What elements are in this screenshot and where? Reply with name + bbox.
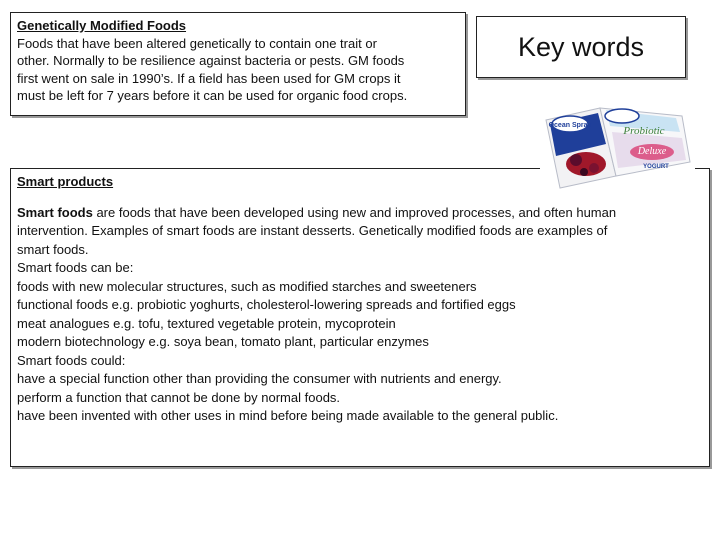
smart-line: Smart foods could: — [17, 352, 126, 368]
smart-products-box — [10, 168, 710, 467]
smart-line: intervention. Examples of smart foods are instant desserts. Genetically modified foods are examples of — [17, 223, 608, 238]
smart-line: foods with new molecular structures, such as modified starches and sweeteners — [17, 278, 477, 294]
deluxe-label-text: Deluxe — [637, 146, 667, 157]
smart-line: smart foods. — [17, 241, 89, 257]
smart-line: modern biotechnology e.g. soya bean, tomato plant, particular enzymes — [17, 334, 429, 349]
probiotic-label-text: Probiotic — [623, 125, 665, 137]
gm-foods-box — [10, 12, 466, 116]
brand-logo-text: Ocean Spray — [548, 122, 592, 129]
yogurt-label-text: YOGURT — [643, 164, 669, 170]
gm-foods-line: Foods that have been altered genetically to contain one trait or — [17, 35, 377, 51]
smart-foods-term: Smart foods — [17, 204, 93, 220]
smart-line: have been invented with other uses in mind before being made available to the general public. — [17, 408, 559, 423]
smart-line: meat analogues e.g. tofu, textured vegetable protein, mycoprotein — [17, 315, 396, 331]
smart-intro-text: are foods that have been developed using new and improved processes, and often human — [92, 204, 617, 220]
gm-foods-line: other. Normally to be resilience against bacteria or pests. GM foods — [17, 53, 405, 68]
smart-products-title: Smart products — [17, 174, 114, 189]
smart-intro-line — [17, 204, 703, 223]
gm-foods-line: must be left for 7 years before it can be used for organic food crops. — [17, 88, 408, 103]
gm-foods-line: first went on sale in 1990’s. If a field has been used for GM crops it — [17, 70, 401, 86]
key-words-label: Key words — [517, 31, 645, 62]
smart-line: functional foods e.g. probiotic yoghurts, cholesterol-lowering spreads and fortified eggs — [17, 297, 516, 312]
smart-line: Smart foods can be: — [17, 260, 134, 275]
smart-line: perform a function that cannot be done by normal foods. — [17, 389, 341, 405]
key-words-box — [476, 16, 686, 78]
smart-line: have a special function other than providing the consumer with nutrients and energy. — [17, 371, 502, 386]
gm-foods-title: Genetically Modified Foods — [17, 18, 187, 33]
probiotic-yogurt-pack-image — [540, 102, 695, 192]
